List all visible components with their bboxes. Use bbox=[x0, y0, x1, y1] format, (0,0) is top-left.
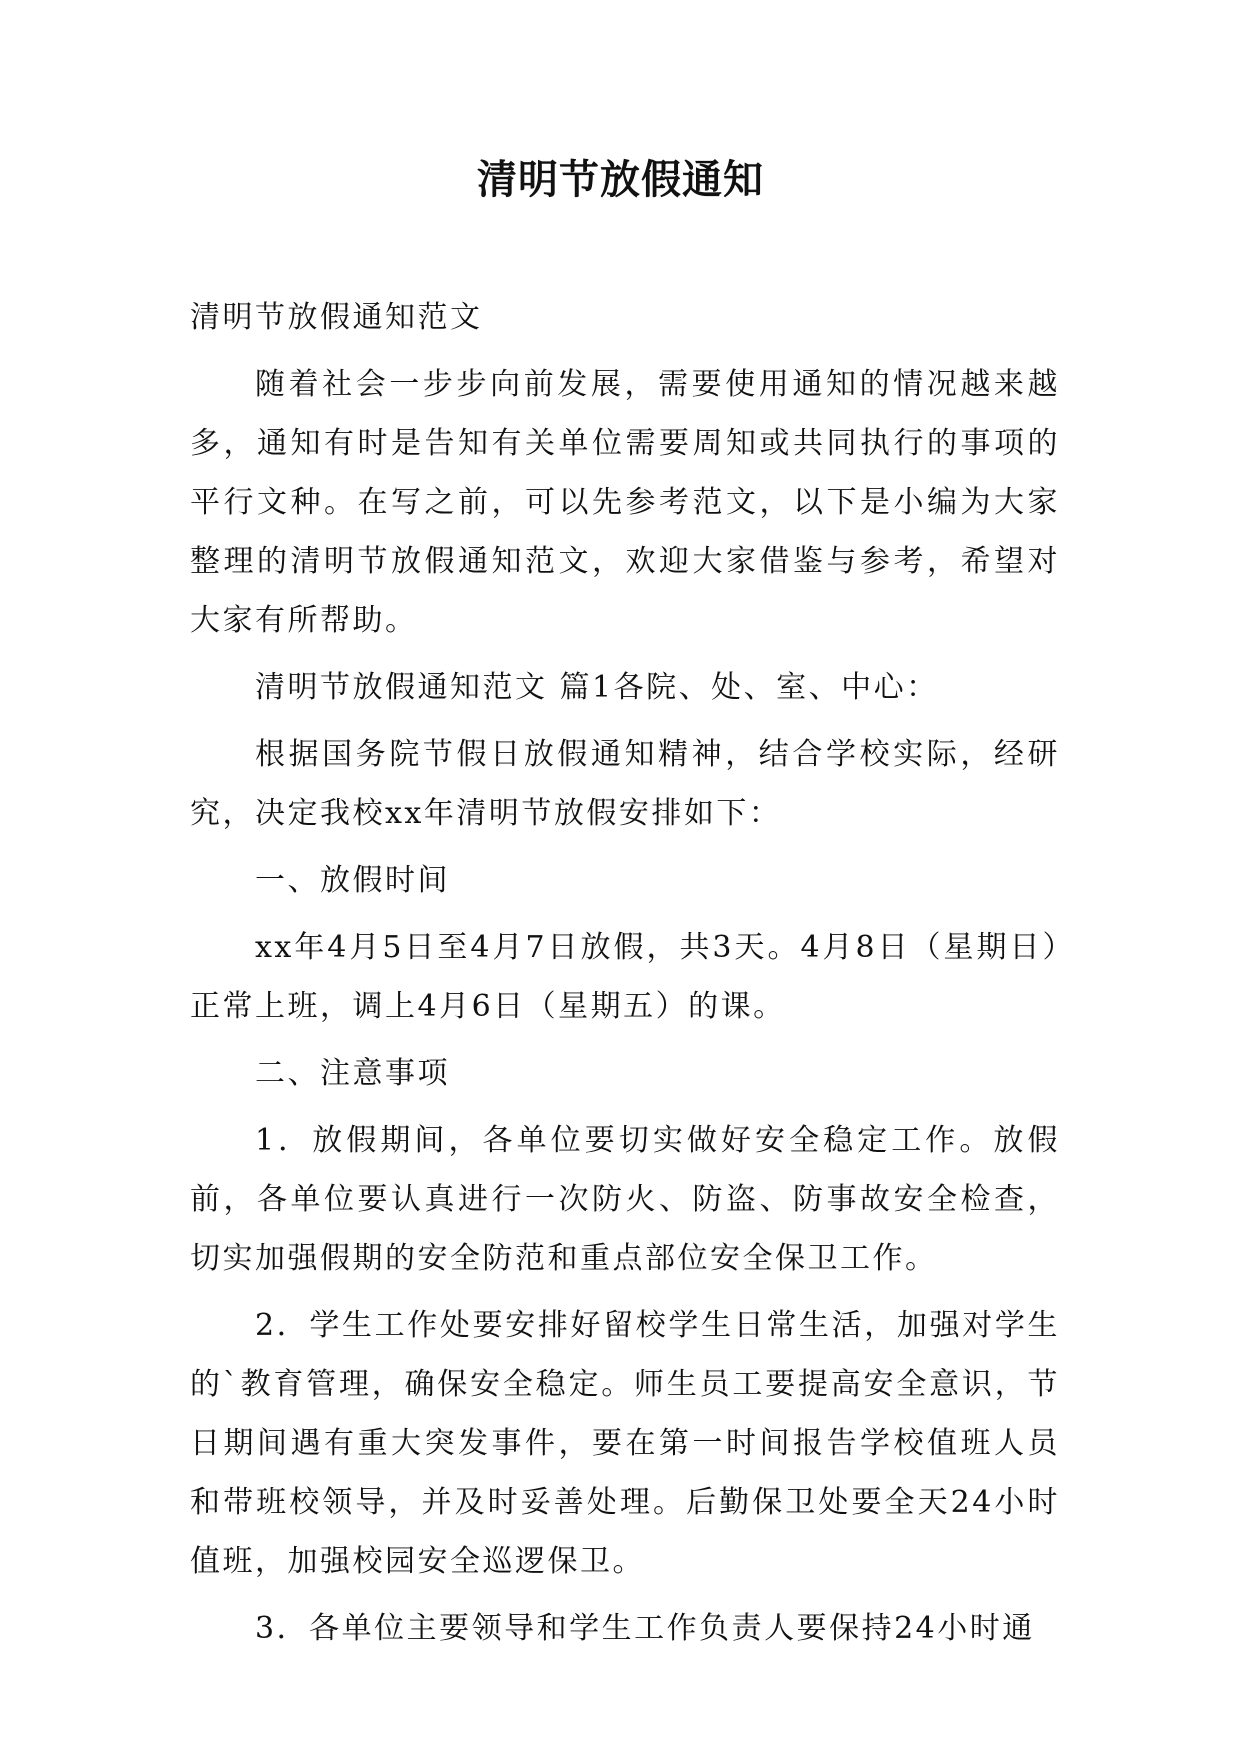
paragraph-decision: 根据国务院节假日放假通知精神，结合学校实际，经研究，决定我校xx年清明节放假安排如下： bbox=[190, 737, 1060, 831]
document-body bbox=[190, 288, 1060, 1658]
paragraph-note-2: 2．学生工作处要安排好留校学生日常生活，加强对学生的`教育管理，确保安全稳定。师生员工要提高安全意识，节日期间遇有重大突发事件，要在第一时间报告学校值班人员和带班校领导，并及时妥善处理。后勤保卫处要全天24小时值班，加强校园安全巡逻保卫。 bbox=[190, 1308, 1060, 1579]
section-heading-notes: 二、注意事项 bbox=[255, 1056, 450, 1091]
paragraph-note-1: 1．放假期间，各单位要切实做好安全稳定工作。放假前，各单位要认真进行一次防火、防盗、防事故安全检查，切实加强假期的安全防范和重点部位安全保卫工作。 bbox=[190, 1123, 1060, 1276]
paragraph-intro: 随着社会一步步向前发展，需要使用通知的情况越来越多，通知有时是告知有关单位需要周知或共同执行的事项的平行文种。在写之前，可以先参考范文，以下是小编为大家整理的清明节放假通知范文，欢迎大家借鉴与参考，希望对大家有所帮助。 bbox=[190, 367, 1060, 638]
section-heading-holiday-time: 一、放假时间 bbox=[255, 863, 450, 898]
paragraph-subtitle: 清明节放假通知范文 bbox=[190, 300, 483, 335]
paragraph-note-3: 3．各单位主要领导和学生工作负责人要保持24小时通 bbox=[255, 1611, 1035, 1646]
paragraph-holiday-time: xx年4月5日至4月7日放假，共3天。4月8日（星期日）正常上班，调上4月6日（星期五）的课。 bbox=[190, 930, 1060, 1024]
document-title: 清明节放假通知 bbox=[477, 157, 764, 203]
paragraph-addressee: 清明节放假通知范文 篇1各院、处、室、中心： bbox=[255, 670, 939, 705]
